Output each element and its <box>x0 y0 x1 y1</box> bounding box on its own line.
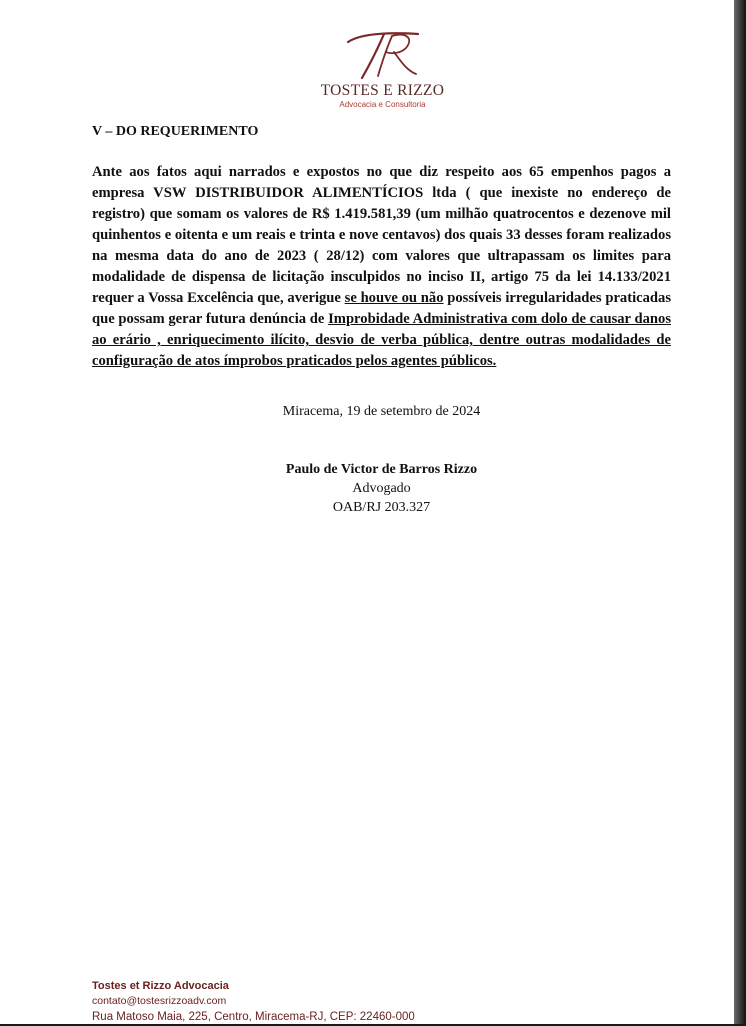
section-heading: V – DO REQUERIMENTO <box>92 124 259 139</box>
signatory-title: Advogado <box>352 481 411 496</box>
paragraph-text-1: Ante aos fatos aqui narrados e expostos no que diz respeito aos 65 empenhos pagos a empresa VSW DISTRIBUIDOR ALIMENTÍCIOS ltda ( que inexiste no endereço de registro) que somam os valores de R$ 1.419.581,39 (um milhão quatrocentos e dezenove mil quinhentos e oitenta e um reais e trinta e nove centavos) dos quais 33 desses foram realizados na mesma data do ano de 2023 ( 28/12) com valores que ultrapassam os limites para modalidade de dispensa de licitação insculpidos no inciso II, artigo 75 da lei 14.133/2021 requer a Vossa Excelência que, averigue <box>92 164 671 306</box>
page-footer <box>92 978 415 1026</box>
footer-address: Rua Matoso Maia, 225, Centro, Miracema-RJ, CEP: 22460-000 <box>92 1011 415 1023</box>
paragraph-underlined-1: se houve ou não <box>344 290 444 306</box>
signatory-name: Paulo de Victor de Barros Rizzo <box>285 462 478 477</box>
signature-block <box>92 460 671 517</box>
tr-monogram-logo <box>340 28 430 82</box>
paragraph-underlined-2: Improbidade Administrativa com dolo de causar danos ao erário , enriquecimento ilícito, desvio de verba pública, dentre outras modalidades de configuração de atos ímprobos praticados pelos agentes públicos. <box>92 311 671 369</box>
footer-email: contato@tostesrizzoadv.com <box>92 995 227 1007</box>
logo-firm-name: TOSTES E RIZZO <box>320 82 445 99</box>
request-paragraph <box>92 162 671 372</box>
paragraph-text-2: possíveis irregularidades praticadas que possam gerar futura denúncia de <box>92 290 671 327</box>
footer-firm-name: Tostes et Rizzo Advocacia <box>92 980 229 992</box>
firm-logo <box>300 28 470 114</box>
page-edge-shadow <box>734 0 746 1024</box>
logo-subtitle: Advocacia e Consultoria <box>339 100 426 109</box>
signatory-registration: OAB/RJ 203.327 <box>332 500 431 515</box>
place-and-date: Miracema, 19 de setembro de 2024 <box>282 404 481 419</box>
